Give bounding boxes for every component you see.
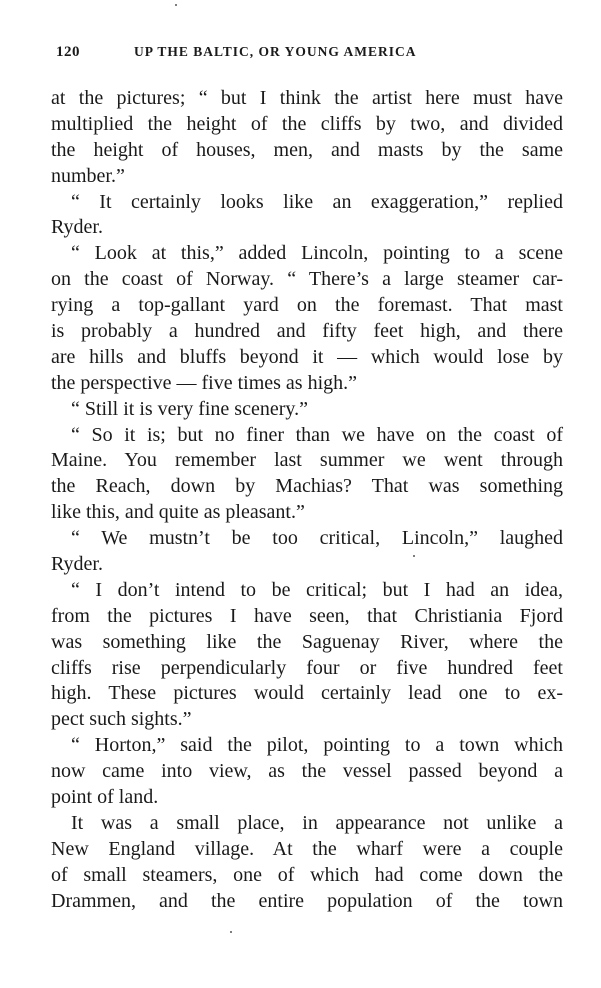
text-line: pect such sights.” xyxy=(51,708,192,731)
ink-speck xyxy=(230,931,232,933)
page-number: 120 xyxy=(56,44,80,60)
text-line: of small steamers, one of which had come down the xyxy=(51,863,563,886)
text-line: “ So it is; but no finer than we have on the coast of xyxy=(71,423,563,446)
text-line: “ It certainly looks like an exaggeration,” replied xyxy=(71,190,563,213)
text-line: rying a top-gallant yard on the foremast. That mast xyxy=(51,294,563,317)
text-line: multiplied the height of the cliffs by two, and divided xyxy=(51,112,563,135)
text-line: New England village. At the wharf were a couple xyxy=(51,837,563,860)
running-title: UP THE BALTIC, OR YOUNG AMERICA xyxy=(134,44,417,59)
text-line: on the coast of Norway. “ There’s a large steamer car- xyxy=(51,268,563,291)
text-line: number.” xyxy=(51,164,125,187)
body-text xyxy=(51,86,563,915)
text-line: “ I don’t intend to be critical; but I had an idea, xyxy=(71,578,563,601)
text-line: It was a small place, in appearance not unlike a xyxy=(71,811,563,834)
text-line: cliffs rise perpendicularly four or five hundred feet xyxy=(51,656,563,679)
text-line: now came into view, as the vessel passed beyond a xyxy=(51,760,563,783)
text-line: the height of houses, men, and masts by the same xyxy=(51,138,563,161)
page-header xyxy=(56,44,556,68)
text-line: Maine. You remember last summer we went through xyxy=(51,449,563,472)
text-line: like this, and quite as pleasant.” xyxy=(51,501,305,524)
text-line: at the pictures; “ but I think the artist here must have xyxy=(51,87,563,109)
text-line: “ Look at this,” added Lincoln, pointing to a scene xyxy=(71,242,563,265)
text-line: point of land. xyxy=(51,786,159,809)
text-line: “ Horton,” said the pilot, pointing to a town which xyxy=(71,734,563,757)
text-line: the Reach, down by Machias? That was something xyxy=(51,475,563,498)
text-line: “ Still it is very fine scenery.” xyxy=(71,397,308,420)
text-line: Ryder. xyxy=(51,553,103,576)
text-line: Drammen, and the entire population of the town xyxy=(51,889,563,912)
text-line: high. These pictures would certainly lead one to ex- xyxy=(51,682,563,705)
text-line: is probably a hundred and fifty feet high, and there xyxy=(51,320,563,343)
text-line: from the pictures I have seen, that Christiania Fjord xyxy=(51,604,563,627)
text-line: are hills and bluffs beyond it — which would lose by xyxy=(51,345,563,368)
text-line: was something like the Saguenay River, where the xyxy=(51,630,563,653)
text-line: Ryder. xyxy=(51,216,103,239)
ink-speck xyxy=(413,555,415,557)
ink-speck xyxy=(175,4,177,6)
text-line: the perspective — five times as high.” xyxy=(51,371,358,394)
text-line: “ We mustn’t be too critical, Lincoln,” laughed xyxy=(71,527,563,550)
